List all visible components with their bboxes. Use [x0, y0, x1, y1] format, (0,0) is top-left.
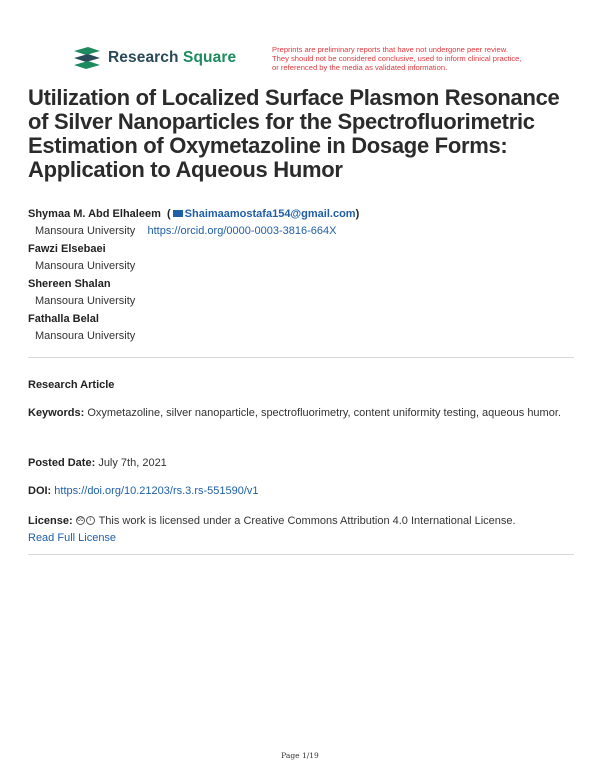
by-icon: i — [86, 516, 95, 525]
article-type: Research Article — [28, 379, 115, 391]
author-affiliation: Mansoura University — [35, 330, 136, 342]
doi-link[interactable]: https://doi.org/10.21203/rs.3.rs-551590/v1 — [54, 485, 259, 497]
author-affiliation: Mansoura University — [35, 295, 136, 307]
posted-date-section — [28, 455, 576, 472]
author-affiliation: Mansoura University https://orcid.org/0000-0003-3816-664X — [35, 225, 337, 237]
keywords-value: Oxymetazoline, silver nanoparticle, spectrofluorimetry, content uniformity testing, aqueous humor. — [87, 407, 561, 419]
divider — [28, 554, 574, 555]
cc-icon: cc — [77, 516, 84, 523]
research-square-logo-icon — [74, 47, 100, 69]
paper-title: Utilization of Localized Surface Plasmon Resonance of Silver Nanoparticles for the Spectrofluorimetric Estimation of Oxymetazoline in Dosage Forms: Application to Aqueous Humor — [28, 85, 560, 182]
author-name: Fawzi Elsebaei — [28, 243, 106, 255]
license-text: This work is licensed under a Creative Commons Attribution 4.0 International License. — [98, 515, 516, 527]
disclaimer-line: They should not be considered conclusive, used to inform clinical practice, — [272, 54, 522, 63]
divider — [28, 357, 574, 358]
author-list — [28, 206, 576, 346]
author-name: Shymaa M. Abd Elhaleem — [28, 208, 161, 220]
page-header — [0, 0, 600, 80]
author-name: Fathalla Belal — [28, 313, 99, 325]
envelope-icon — [173, 210, 183, 217]
author-entry — [28, 206, 576, 222]
license-section — [28, 513, 576, 547]
preprint-disclaimer — [272, 45, 562, 72]
posted-date-value: July 7th, 2021 — [98, 457, 167, 469]
author-name: Shereen Shalan — [28, 278, 111, 290]
author-affiliation: Mansoura University — [35, 260, 136, 272]
disclaimer-line: Preprints are preliminary reports that have not undergone peer review. — [272, 45, 508, 54]
license-label: License: — [28, 515, 73, 527]
keywords-section — [28, 405, 576, 422]
page-number: Page 1/19 — [281, 751, 319, 760]
research-square-logo[interactable] — [74, 47, 236, 69]
author-email: ( Shaimaamostafa154@gmail.com) — [163, 208, 360, 220]
doi-section — [28, 483, 576, 500]
doi-label: DOI: — [28, 485, 52, 497]
logo-text: Research Square — [108, 49, 237, 66]
keywords-label: Keywords: — [28, 407, 85, 419]
email-link[interactable]: Shaimaamostafa154@gmail.com — [184, 208, 356, 220]
disclaimer-line: or referenced by the media as validated information. — [272, 63, 448, 72]
posted-date-label: Posted Date: — [28, 457, 96, 469]
read-full-license-link[interactable]: Read Full License — [28, 532, 117, 544]
orcid-link[interactable]: https://orcid.org/0000-0003-3816-664X — [147, 225, 337, 237]
